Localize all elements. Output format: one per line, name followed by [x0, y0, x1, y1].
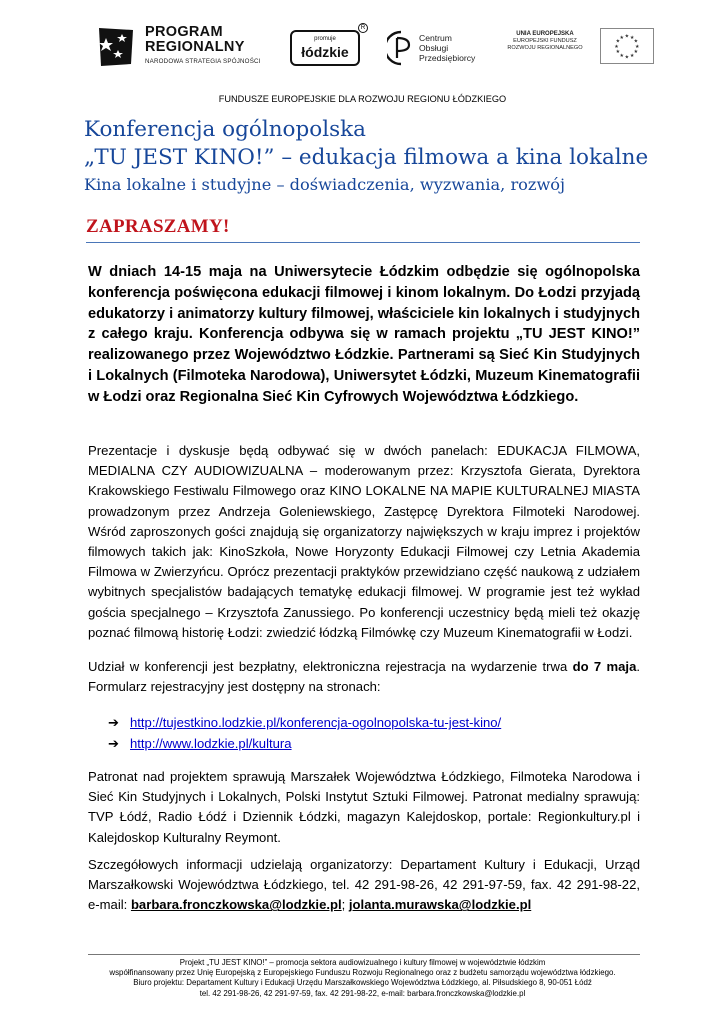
promuje-lodzkie-small: promuje — [314, 36, 336, 42]
promuje-lodzkie-logo — [290, 25, 366, 66]
lodzkie-kultura-link[interactable]: http://www.lodzkie.pl/kultura — [130, 736, 292, 751]
program-regionalny-line2: REGIONALNY — [145, 39, 245, 55]
link-row — [108, 713, 501, 734]
funds-line: FUNDUSZE EUROPEJSKIE DLA ROZWOJU REGIONU ŁÓDZKIEGO — [218, 94, 507, 104]
contact-text: Szczegółowych informacji udzielają organizatorzy: Departament Kultury i Edukacji, Urząd Marszałkowski Województwa Łódzkiego, tel. 42 291-98-26, 42 291-97-59, fax. 42 291-98-22, e-mail: — [88, 857, 640, 913]
program-regionalny-flag-icon — [95, 24, 137, 70]
promuje-lodzkie-big: łódzkie — [301, 44, 349, 60]
conference-subtitle: Kina lokalne i studyjne – doświadczenia, wyzwania, rozwój — [84, 175, 566, 194]
registration-deadline: do 7 maja — [572, 659, 637, 674]
centrum-obslugi-mark-icon — [387, 30, 415, 66]
eu-star-icon: ★ — [615, 49, 621, 56]
footer — [60, 958, 665, 999]
ue-line3: ROZWOJU REGIONALNEGO — [507, 45, 583, 51]
patronage-paragraph: Patronat nad projektem sprawują Marszałek Województwa Łódzkiego, Filmoteka Narodowa i Sieć Kin Studyjnych i Lokalnych, Polski Instytut Sztuki Filmowej. Patronat medialny sprawują: TVP Łódź, Radio Łódź i Dziennik Łódzki, magazyn Kalejdoskop, portale: Regionkultury.pl i Kalejdoskop Kulturalny Reymont. — [88, 769, 640, 845]
panels-paragraph: Prezentacje i dyskusje będą odbywać się w dwóch panelach: EDUKACJA FILMOWA, MEDIALNA CZY AUDIOWIZUALNA – moderowanym przez: Krzysztofa Gierata, Dyrektora Krakowskiego Festiwalu Filmowego oraz KINO LOKALNE NA MAPIE KULTURALNEJ MIASTA prowadzonym przez Andrzeja Goleniewskiego, Zastępcę Dyrektora Filmoteki Narodowej. Wśród zaproszonych gości znajdują się organizatorzy największych w kraju imprez i projektów filmowych takich jak: KinoSzkoła, Nowe Horyzonty Edukacji Filmowej czy Letnia Akademia Filmowa w Zwierzyńcu. Oprócz prezentacji praktyków przewidziano część naukową z udziałem wybitnych specjalistów badających tematykę edukacji filmowej. W programie jest też wykład gościa specjalnego – Krzysztofa Zanussiego. Po konferencji uczestnicy będą mieli też okazję poznać filmową historię Łodzi: zwiedzić łódzką Filmówkę czy Muzeum Kinematografii w Łodzi. — [88, 443, 640, 640]
cop-line3: Przedsiębiorcy — [419, 53, 476, 63]
cop-line2: Obsługi — [419, 43, 449, 53]
eu-star-icon: ★ — [633, 49, 639, 56]
contact-paragraph — [88, 855, 640, 916]
eu-star-icon: ★ — [619, 52, 625, 59]
eu-star-icon: ★ — [633, 38, 639, 45]
registration-text-before: Udział w konferencji jest bezpłatny, elektroniczna rejestracja na wydarzenie trwa — [88, 659, 573, 674]
arrow-right-icon: ➔ — [108, 716, 119, 731]
heading-divider — [86, 242, 640, 243]
lead-paragraph: W dniach 14-15 maja na Uniwersytecie Łódzkim odbędzie się ogólnopolska konferencja poświęcona edukacji filmowej i kinom lokalnym. Do Łodzi przyjadą edukatorzy i animatorzy kultury filmowej, właściciele kin lokalnych i studyjnych z całego kraju. Konferencja odbywa się w ramach projektu „TU JEST KINO!” realizowanego przez Województwo Łódzkie. Partnerami są Sieć Kin Studyjnych i Lokalnych (Filmoteka Narodowa), Uniwersytet Łódzki, Muzeum Kinematografii w Łodzi oraz Regionalna Sieć Kin Cyfrowych Województwa Łódzkiego. — [88, 264, 640, 405]
eu-star-icon: ★ — [624, 54, 630, 61]
email-murawska-link[interactable]: jolanta.murawska@lodzkie.pl — [348, 897, 532, 913]
eu-star-icon: ★ — [619, 34, 625, 41]
program-regionalny-line3: NARODOWA STRATEGIA SPÓJNOŚCI — [145, 58, 261, 65]
ue-line2: EUROPEJSKI FUNDUSZ — [513, 38, 577, 44]
footer-line3: Biuro projektu: Departament Kultury i Edukacji Urzędu Marszałkowskiego Województwa Łódzkiego, al. Piłsudskiego 8, 90-051 Łódź — [133, 978, 592, 988]
unia-europejska-text — [495, 31, 595, 52]
footer-line4: tel. 42 291-98-26, 42 291-97-59, fax. 42 291-98-22, e-mail: barbara.fronczkowska@lodzkie.pl — [199, 988, 526, 998]
arrow-right-icon: ➔ — [108, 737, 119, 752]
eu-star-icon: ★ — [629, 52, 635, 59]
registration-paragraph — [88, 657, 640, 697]
registered-mark-icon: R — [358, 23, 368, 33]
conference-title-line1: Konferencja ogólnopolska — [84, 117, 366, 142]
logo-bar — [95, 18, 655, 80]
unia-europejska-logo — [495, 28, 660, 70]
eu-star-icon: ★ — [624, 33, 630, 40]
link-row — [108, 734, 501, 755]
footer-line1: Projekt „TU JEST KINO!” – promocja sektora audiowizualnego i kultury filmowej w województwie łódzkim — [179, 958, 546, 967]
eu-star-icon: ★ — [635, 43, 640, 50]
eu-star-icon: ★ — [615, 38, 621, 45]
ue-line1: UNIA EUROPEJSKA — [516, 31, 574, 37]
invite-heading: ZAPRASZAMY! — [86, 216, 230, 237]
registration-text-after: . Formularz rejestracyjny jest dostępny na stronach: — [88, 659, 640, 695]
program-regionalny-line1: PROGRAM — [145, 24, 223, 40]
email-separator: ; — [341, 897, 349, 913]
eu-star-icon: ★ — [629, 34, 635, 41]
registration-links — [108, 713, 501, 755]
eu-flag-icon — [600, 28, 654, 64]
conference-title-line2: „TU JEST KINO!” – edukacja filmowa a kina lokalne — [84, 145, 649, 170]
centrum-obslugi-text — [419, 33, 475, 63]
footer-line2: współfinansowany przez Unię Europejską z Europejskiego Funduszu Rozwoju Regionalnego oraz z budżetu samorządu województwa łódzkiego. — [109, 968, 616, 978]
tujestkino-link[interactable]: http://tujestkino.lodzkie.pl/konferencja-ogolnopolska-tu-jest-kino/ — [130, 715, 502, 730]
email-fronczkowska-link[interactable]: barbara.fronczkowska@lodzkie.pl — [130, 897, 342, 913]
program-regionalny-logo — [95, 22, 270, 78]
centrum-obslugi-logo — [387, 30, 477, 70]
footer-divider — [88, 954, 640, 955]
eu-star-icon: ★ — [614, 43, 619, 50]
cop-line1: Centrum — [419, 33, 452, 43]
